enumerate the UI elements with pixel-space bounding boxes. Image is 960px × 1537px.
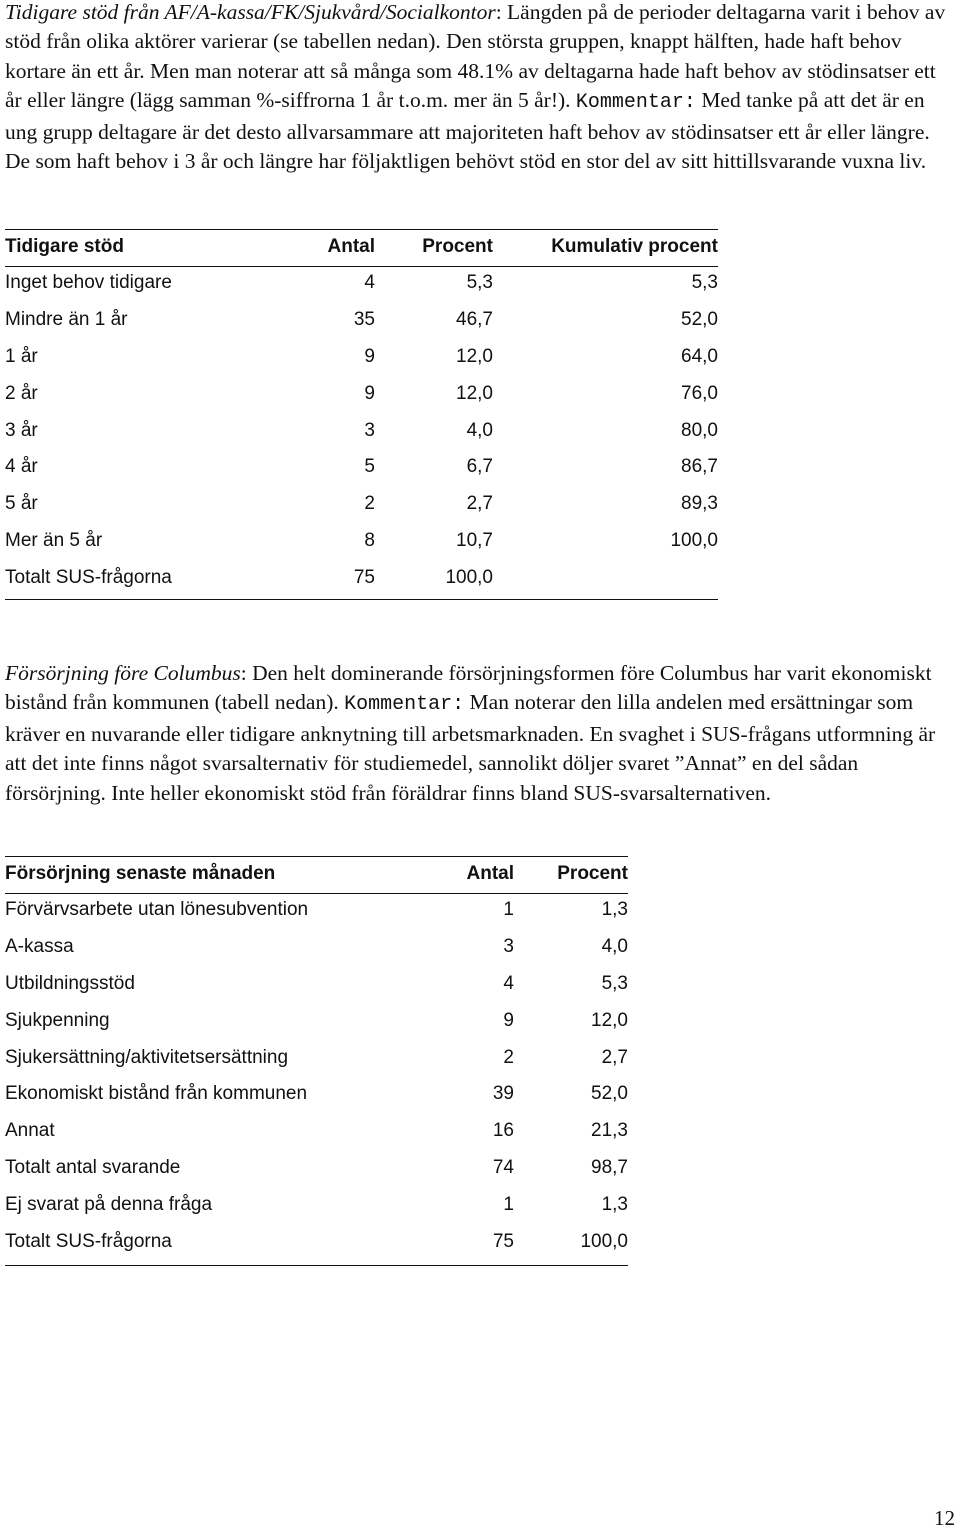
cell-value: 5,3 (601, 972, 628, 994)
row-label: 2 år (5, 382, 38, 404)
row-label: Totalt antal svarande (5, 1156, 181, 1178)
row-label: Förvärvsarbete utan lönesubvention (5, 899, 309, 921)
table-row (5, 412, 718, 449)
row-label: 3 år (5, 419, 38, 441)
table-row (5, 302, 718, 339)
cell-value: 2 (503, 1046, 514, 1068)
cell-value: 76,0 (681, 382, 718, 404)
cell-value: 21,3 (591, 1120, 628, 1142)
row-label: Mer än 5 år (5, 529, 103, 551)
table-bottom-rule (5, 599, 718, 600)
cell-value: 1,3 (601, 899, 628, 921)
cell-value: 1 (503, 899, 514, 921)
row-label: 4 år (5, 456, 38, 478)
table-row (5, 929, 628, 966)
cell-value: 12,0 (591, 1009, 628, 1031)
cell-value: 74 (492, 1156, 514, 1178)
cell-value: 4,0 (601, 936, 628, 958)
cell-value: 52,0 (681, 309, 718, 331)
cell-value: 52,0 (591, 1083, 628, 1105)
column-header: Kumulativ procent (551, 236, 718, 257)
cell-value: 89,3 (681, 493, 718, 515)
row-label: Inget behov tidigare (5, 272, 172, 294)
page-number: 12 (934, 1506, 955, 1530)
cell-value: 4 (503, 972, 514, 994)
paragraph-text: : Längden på de perioder deltagarna varit i behov av stöd från olika aktörer varierar (se tabellen nedan). Den största gruppen, knappt hälften, hade haft behov kortare än ett år. Men man noterar att så många som 48.1% av deltagarna hade haft behov av stödinsatser ett år eller längre (lägg samman %-siffrorna 1 år t.o.m. mer än 5 år!). (5, 0, 946, 113)
cell-value: 5,3 (691, 272, 718, 294)
table-row (5, 449, 718, 486)
table-row (5, 523, 718, 560)
paragraph-text: Med tanke på att det är en ung grupp deltagare är det desto allvarsammare att majoriteten haft behov av stödinsatser ett år eller längre. De som haft behov i 3 år och längre har följaktligen behövt stöd en stor del av sitt hittillsvarande vuxna liv. (5, 88, 930, 174)
row-label: 1 år (5, 345, 38, 367)
cell-value: 75 (492, 1230, 514, 1252)
table-row (5, 892, 628, 929)
cell-value: 86,7 (681, 456, 718, 478)
row-label: 5 år (5, 493, 38, 515)
cell-value: 75 (353, 566, 375, 588)
column-header: Antal (327, 236, 375, 257)
cell-value: 6,7 (466, 456, 493, 478)
comment-label: Kommentar: (575, 91, 696, 115)
table-row (5, 339, 718, 376)
table-row (5, 559, 718, 596)
paragraph-forsorjning (5, 659, 955, 808)
cell-value: 2,7 (466, 493, 493, 515)
table-forsorjning (5, 856, 628, 1260)
cell-value: 3 (503, 936, 514, 958)
row-label: Sjukersättning/aktivitetsersättning (5, 1046, 289, 1068)
paragraph-text: : Den helt dominerande försörjningsformen före Columbus har varit ekonomiskt bistånd från kommunen (tabell nedan). (5, 661, 932, 715)
section-heading: Försörjning före Columbus (5, 661, 241, 685)
table-row (5, 1113, 628, 1150)
cell-value: 2 (364, 493, 375, 515)
cell-value: 100,0 (580, 1230, 628, 1252)
row-label: Annat (5, 1120, 55, 1142)
cell-value: 12,0 (456, 382, 493, 404)
comment-label: Kommentar: (344, 693, 465, 717)
row-label: Ekonomiskt bistånd från kommunen (5, 1083, 308, 1105)
cell-value (493, 559, 718, 596)
table-row (5, 1150, 628, 1187)
cell-value: 9 (364, 382, 375, 404)
column-header: Procent (422, 236, 493, 257)
table-header-row (5, 229, 718, 265)
table-tidigare-stod (5, 229, 718, 596)
row-label: A-kassa (5, 936, 74, 958)
table-row (5, 265, 718, 302)
cell-value: 1,3 (601, 1193, 628, 1215)
cell-value: 80,0 (681, 419, 718, 441)
cell-value: 9 (503, 1009, 514, 1031)
table-header-row (5, 856, 628, 892)
cell-value: 39 (492, 1083, 514, 1105)
cell-value: 46,7 (456, 309, 493, 331)
table-row (5, 966, 628, 1003)
cell-value: 8 (364, 529, 375, 551)
section-heading: Tidigare stöd från AF/A-kassa/FK/Sjukvård/Socialkontor (5, 0, 496, 24)
row-label: Totalt SUS-frågorna (5, 1230, 172, 1252)
cell-value: 2,7 (601, 1046, 628, 1068)
cell-value: 5 (364, 456, 375, 478)
column-header: Försörjning senaste månaden (5, 863, 276, 884)
row-label: Mindre än 1 år (5, 309, 128, 331)
table-row (5, 1223, 628, 1260)
table-bottom-rule (5, 1265, 628, 1266)
paragraph-tidigare-stod (5, 0, 955, 176)
table-row (5, 486, 718, 523)
row-label: Utbildningsstöd (5, 972, 135, 994)
column-header: Antal (466, 863, 514, 884)
cell-value: 1 (503, 1193, 514, 1215)
cell-value: 12,0 (456, 345, 493, 367)
cell-value: 64,0 (681, 345, 718, 367)
table-row (5, 1002, 628, 1039)
paragraph-text: Man noterar den lilla andelen med ersättningar som kräver en nuvarande eller tidigare anknytning till arbetsmarknaden. En svaghet i SUS-frågans utformning är att det inte finns något svarsalternativ för studiemedel, sannolikt döljer svaret ”Annat” en del sådan försörjning. Inte heller ekonomiskt stöd från föräldrar finns bland SUS-svarsalternativen. (5, 690, 936, 805)
cell-value: 5,3 (466, 272, 493, 294)
row-label: Sjukpenning (5, 1009, 110, 1031)
row-label: Ej svarat på denna fråga (5, 1193, 213, 1215)
cell-value: 4,0 (466, 419, 493, 441)
cell-value: 100,0 (445, 566, 493, 588)
cell-value: 98,7 (591, 1156, 628, 1178)
cell-value: 10,7 (456, 529, 493, 551)
cell-value: 100,0 (670, 529, 718, 551)
cell-value: 3 (364, 419, 375, 441)
row-label: Totalt SUS-frågorna (5, 566, 172, 588)
cell-value: 16 (492, 1120, 514, 1142)
cell-value: 35 (353, 309, 375, 331)
column-header: Procent (557, 863, 628, 884)
table-row (5, 1039, 628, 1076)
column-header: Tidigare stöd (5, 236, 124, 257)
cell-value: 4 (364, 272, 375, 294)
cell-value: 9 (364, 345, 375, 367)
table-row (5, 1186, 628, 1223)
table-row (5, 1076, 628, 1113)
table-row (5, 375, 718, 412)
